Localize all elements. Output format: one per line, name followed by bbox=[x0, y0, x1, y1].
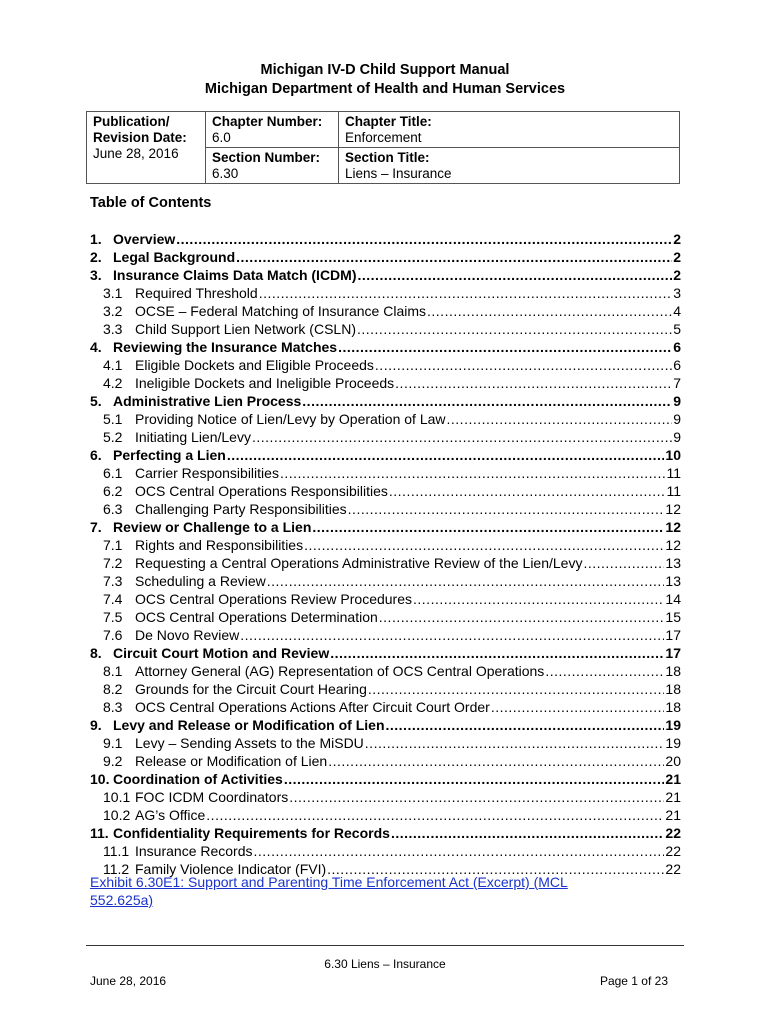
toc-subsection-entry[interactable] bbox=[90, 572, 681, 590]
toc-entry-number: 7. bbox=[90, 519, 102, 535]
toc-dot-leader bbox=[395, 374, 672, 392]
toc-entry-title: Reviewing the Insurance Matches bbox=[113, 339, 338, 355]
toc-dot-leader bbox=[304, 536, 664, 554]
toc-entry-title: Ineligible Dockets and Ineligible Proceeds bbox=[135, 375, 395, 391]
toc-subsection-entry[interactable] bbox=[90, 554, 681, 572]
toc-section-entry[interactable] bbox=[90, 824, 681, 842]
toc-dot-leader bbox=[545, 662, 664, 680]
toc-entry-title: Levy and Release or Modification of Lien bbox=[113, 717, 385, 733]
manual-title: Michigan IV-D Child Support Manual bbox=[260, 62, 510, 78]
toc-dot-leader bbox=[259, 284, 672, 302]
toc-section-entry[interactable] bbox=[90, 392, 681, 410]
document-meta-table bbox=[86, 111, 680, 184]
footer-date: June 28, 2016 bbox=[90, 974, 167, 988]
footer-section: 6.30 Liens – Insurance bbox=[324, 957, 446, 971]
toc-entry-title: Attorney General (AG) Representation of OCS Central Operations bbox=[135, 663, 545, 679]
toc-subsection-entry[interactable] bbox=[90, 590, 681, 608]
toc-dot-leader bbox=[357, 320, 672, 338]
toc-entry-title: Requesting a Central Operations Administrative Review of the Lien/Levy bbox=[135, 555, 583, 571]
toc-entry-page: 2 bbox=[673, 249, 681, 265]
toc-entry-title: Perfecting a Lien bbox=[113, 447, 226, 463]
toc-entry-title: Insurance Records bbox=[135, 843, 253, 859]
toc-subsection-entry[interactable] bbox=[90, 284, 681, 302]
toc-entry-page: 22 bbox=[665, 843, 681, 859]
toc-dot-leader bbox=[284, 770, 665, 788]
chapter-number-label: Chapter Number: bbox=[212, 114, 323, 129]
toc-entry-page: 6 bbox=[673, 357, 681, 373]
toc-entry-page: 11 bbox=[666, 483, 681, 499]
section-number: 6.30 bbox=[212, 166, 239, 181]
toc-dot-leader bbox=[328, 752, 664, 770]
toc-subsection-entry[interactable] bbox=[90, 734, 681, 752]
toc-entry-page: 15 bbox=[665, 609, 681, 625]
toc-dot-leader bbox=[330, 644, 664, 662]
toc-section-entry[interactable] bbox=[90, 770, 681, 788]
section-number-cell bbox=[206, 148, 339, 184]
toc-entry-number: 7.1 bbox=[103, 537, 123, 553]
toc-entry-number: 8. bbox=[90, 645, 102, 661]
toc-subsection-entry[interactable] bbox=[90, 662, 681, 680]
toc-subsection-entry[interactable] bbox=[90, 626, 681, 644]
toc-dot-leader bbox=[583, 554, 664, 572]
toc-entry-number: 11. bbox=[90, 825, 109, 841]
toc-entry-title: OCSE – Federal Matching of Insurance Claims bbox=[135, 303, 427, 319]
toc-entry-number: 3.2 bbox=[103, 303, 123, 319]
toc-section-entry[interactable] bbox=[90, 644, 681, 662]
toc-entry-page: 20 bbox=[665, 753, 681, 769]
toc-dot-leader bbox=[280, 464, 666, 482]
toc-entry-number: 9.2 bbox=[103, 753, 123, 769]
toc-entry-title: Levy – Sending Assets to the MiSDU bbox=[135, 735, 364, 751]
toc-entry-number: 9.1 bbox=[103, 735, 123, 751]
toc-entry-title: Initiating Lien/Levy bbox=[135, 429, 251, 445]
toc-dot-leader bbox=[267, 572, 665, 590]
toc-subsection-entry[interactable] bbox=[90, 374, 681, 392]
toc-entry-number: 2. bbox=[90, 249, 102, 265]
toc-entry-number: 3. bbox=[90, 267, 102, 283]
toc-entry-number: 7.4 bbox=[103, 591, 123, 607]
toc-entry-number: 6.2 bbox=[103, 483, 123, 499]
toc-entry-title: Coordination of Activities bbox=[113, 771, 283, 787]
toc-section-entry[interactable] bbox=[90, 338, 681, 356]
toc-dot-leader bbox=[491, 698, 665, 716]
toc-entry-number: 4. bbox=[90, 339, 102, 355]
toc-entry-number: 1. bbox=[90, 231, 102, 247]
table-of-contents bbox=[90, 230, 681, 878]
toc-entry-title: Providing Notice of Lien/Levy by Operation of Law bbox=[135, 411, 446, 427]
toc-subsection-entry[interactable] bbox=[90, 842, 681, 860]
toc-entry-title: Scheduling a Review bbox=[135, 573, 266, 589]
toc-entry-title: Release or Modification of Lien bbox=[135, 753, 328, 769]
toc-entry-number: 6.1 bbox=[103, 465, 123, 481]
toc-dot-leader bbox=[375, 356, 672, 374]
toc-dot-leader bbox=[240, 626, 664, 644]
toc-subsection-entry[interactable] bbox=[90, 788, 681, 806]
toc-entry-title: OCS Central Operations Actions After Circuit Court Order bbox=[135, 699, 490, 715]
toc-section-entry[interactable] bbox=[90, 266, 681, 284]
toc-subsection-entry[interactable] bbox=[90, 536, 681, 554]
publication-cell bbox=[87, 112, 206, 184]
toc-dot-leader bbox=[236, 248, 672, 266]
toc-entry-number: 3.3 bbox=[103, 321, 123, 337]
section-title-label: Section Title: bbox=[345, 150, 430, 165]
toc-entry-number: 6.3 bbox=[103, 501, 123, 517]
toc-dot-leader bbox=[227, 446, 665, 464]
department-title: Michigan Department of Health and Human Services bbox=[204, 81, 566, 97]
toc-entry-title: Required Threshold bbox=[135, 285, 258, 301]
toc-dot-leader bbox=[252, 428, 672, 446]
toc-entry-number: 3.1 bbox=[103, 285, 123, 301]
toc-dot-leader bbox=[386, 716, 665, 734]
publication-date: June 28, 2016 bbox=[93, 146, 179, 161]
toc-entry-title: Review or Challenge to a Lien bbox=[113, 519, 312, 535]
toc-dot-leader bbox=[368, 680, 665, 698]
exhibit-link[interactable]: Exhibit 6.30E1: Support and Parenting Time Enforcement Act (Excerpt) (MCL 552.625a) bbox=[90, 874, 568, 908]
toc-entry-page: 9 bbox=[673, 429, 681, 445]
toc-subsection-entry[interactable] bbox=[90, 464, 681, 482]
toc-entry-page: 6 bbox=[673, 339, 681, 355]
toc-dot-leader bbox=[365, 734, 665, 752]
toc-dot-leader bbox=[289, 788, 664, 806]
chapter-title-label: Chapter Title: bbox=[345, 114, 432, 129]
toc-subsection-entry[interactable] bbox=[90, 320, 681, 338]
toc-entry-title: OCS Central Operations Determination bbox=[135, 609, 378, 625]
toc-entry-number: 8.1 bbox=[103, 663, 123, 679]
toc-entry-page: 22 bbox=[665, 861, 681, 877]
toc-entry-title: Carrier Responsibilities bbox=[135, 465, 279, 481]
toc-entry-number: 4.2 bbox=[103, 375, 123, 391]
chapter-number: 6.0 bbox=[212, 130, 231, 145]
toc-entry-number: 6. bbox=[90, 447, 102, 463]
toc-entry-title: Overview bbox=[113, 231, 176, 247]
toc-dot-leader bbox=[427, 302, 672, 320]
toc-dot-leader bbox=[254, 842, 665, 860]
toc-entry-page: 18 bbox=[665, 699, 681, 715]
toc-entry-title: Confidentiality Requirements for Records bbox=[113, 825, 390, 841]
section-title: Liens – Insurance bbox=[345, 166, 452, 181]
chapter-title: Enforcement bbox=[345, 130, 422, 145]
toc-dot-leader bbox=[413, 590, 664, 608]
toc-subsection-entry[interactable] bbox=[90, 698, 681, 716]
toc-entry-page: 18 bbox=[665, 681, 681, 697]
toc-entry-title: Child Support Lien Network (CSLN) bbox=[135, 321, 356, 337]
toc-subsection-entry[interactable] bbox=[90, 608, 681, 626]
toc-entry-page: 13 bbox=[665, 573, 681, 589]
toc-entry-page: 11 bbox=[666, 465, 681, 481]
toc-subsection-entry[interactable] bbox=[90, 482, 681, 500]
toc-entry-page: 19 bbox=[665, 735, 681, 751]
toc-entry-title: FOC ICDM Coordinators bbox=[135, 789, 289, 805]
toc-entry-title: OCS Central Operations Responsibilities bbox=[135, 483, 388, 499]
toc-entry-number: 8.3 bbox=[103, 699, 123, 715]
toc-entry-number: 10. bbox=[90, 771, 110, 787]
toc-section-entry[interactable] bbox=[90, 230, 681, 248]
toc-dot-leader bbox=[176, 230, 672, 248]
toc-section-entry[interactable] bbox=[90, 716, 681, 734]
toc-section-entry[interactable] bbox=[90, 518, 681, 536]
toc-section-entry[interactable] bbox=[90, 446, 681, 464]
toc-entry-page: 19 bbox=[665, 717, 681, 733]
toc-subsection-entry[interactable] bbox=[90, 410, 681, 428]
toc-subsection-entry[interactable] bbox=[90, 500, 681, 518]
toc-entry-page: 2 bbox=[673, 231, 681, 247]
toc-entry-number: 5.1 bbox=[103, 411, 123, 427]
toc-entry-page: 4 bbox=[673, 303, 681, 319]
toc-entry-title: Circuit Court Motion and Review bbox=[113, 645, 330, 661]
toc-entry-page: 18 bbox=[665, 663, 681, 679]
toc-entry-number: 4.1 bbox=[103, 357, 123, 373]
section-number-label: Section Number: bbox=[212, 150, 321, 165]
toc-entry-page: 12 bbox=[665, 501, 681, 517]
toc-dot-leader bbox=[391, 824, 664, 842]
toc-entry-title: OCS Central Operations Review Procedures bbox=[135, 591, 413, 607]
toc-entry-title: AG’s Office bbox=[135, 807, 206, 823]
toc-entry-page: 21 bbox=[665, 807, 681, 823]
toc-dot-leader bbox=[379, 608, 665, 626]
toc-dot-leader bbox=[312, 518, 664, 536]
toc-entry-number: 7.2 bbox=[103, 555, 123, 571]
toc-entry-title: Family Violence Indicator (FVI) bbox=[135, 861, 327, 877]
toc-subsection-entry[interactable] bbox=[90, 806, 681, 824]
footer-page-number: Page 1 of 23 bbox=[599, 974, 668, 988]
toc-entry-number: 8.2 bbox=[103, 681, 123, 697]
footer-divider bbox=[86, 945, 684, 946]
toc-entry-page: 21 bbox=[665, 789, 681, 805]
toc-entry-page: 17 bbox=[665, 627, 681, 643]
toc-entry-page: 2 bbox=[673, 267, 681, 283]
toc-section-entry[interactable] bbox=[90, 248, 681, 266]
toc-entry-number: 7.6 bbox=[103, 627, 123, 643]
section-title-cell bbox=[339, 148, 680, 184]
toc-dot-leader bbox=[447, 410, 673, 428]
toc-subsection-entry[interactable] bbox=[90, 356, 681, 374]
toc-entry-number: 7.5 bbox=[103, 609, 123, 625]
toc-dot-leader bbox=[302, 392, 672, 410]
toc-subsection-entry[interactable] bbox=[90, 680, 681, 698]
toc-entry-page: 13 bbox=[665, 555, 681, 571]
toc-entry-page: 22 bbox=[665, 825, 681, 841]
toc-entry-number: 7.3 bbox=[103, 573, 123, 589]
toc-entry-page: 9 bbox=[673, 411, 681, 427]
chapter-title-cell bbox=[339, 112, 680, 148]
toc-entry-title: Rights and Responsibilities bbox=[135, 537, 304, 553]
toc-entry-title: Legal Background bbox=[113, 249, 236, 265]
toc-entry-page: 5 bbox=[673, 321, 681, 337]
toc-entry-page: 12 bbox=[665, 519, 681, 535]
toc-entry-title: Eligible Dockets and Eligible Proceeds bbox=[135, 357, 374, 373]
toc-entry-number: 9. bbox=[90, 717, 102, 733]
toc-subsection-entry[interactable] bbox=[90, 302, 681, 320]
chapter-number-cell bbox=[206, 112, 339, 148]
toc-entry-page: 12 bbox=[665, 537, 681, 553]
toc-entry-number: 11.2 bbox=[103, 861, 130, 877]
toc-dot-leader bbox=[348, 500, 665, 518]
toc-dot-leader bbox=[338, 338, 672, 356]
toc-entry-title: Grounds for the Circuit Court Hearing bbox=[135, 681, 367, 697]
toc-entry-page: 9 bbox=[673, 393, 681, 409]
toc-entry-title: Challenging Party Responsibilities bbox=[135, 501, 347, 517]
toc-entry-page: 21 bbox=[665, 771, 681, 787]
toc-dot-leader bbox=[389, 482, 666, 500]
toc-subsection-entry[interactable] bbox=[90, 752, 681, 770]
toc-entry-number: 10.1 bbox=[103, 789, 131, 805]
toc-entry-page: 10 bbox=[665, 447, 681, 463]
toc-entry-number: 5.2 bbox=[103, 429, 123, 445]
toc-dot-leader bbox=[358, 266, 673, 284]
toc-entry-number: 10.2 bbox=[103, 807, 131, 823]
toc-entry-title: De Novo Review bbox=[135, 627, 240, 643]
toc-subsection-entry[interactable] bbox=[90, 428, 681, 446]
toc-entry-page: 7 bbox=[673, 375, 681, 391]
toc-heading: Table of Contents bbox=[90, 195, 212, 211]
toc-entry-page: 17 bbox=[665, 645, 681, 661]
toc-dot-leader bbox=[206, 806, 664, 824]
toc-entry-page: 3 bbox=[673, 285, 681, 301]
toc-entry-number: 5. bbox=[90, 393, 102, 409]
toc-entry-page: 14 bbox=[665, 591, 681, 607]
toc-entry-number: 11.1 bbox=[103, 843, 130, 859]
toc-entry-title: Insurance Claims Data Match (ICDM) bbox=[113, 267, 357, 283]
publication-label: Publication/ Revision Date: bbox=[93, 114, 187, 145]
toc-entry-title: Administrative Lien Process bbox=[113, 393, 302, 409]
